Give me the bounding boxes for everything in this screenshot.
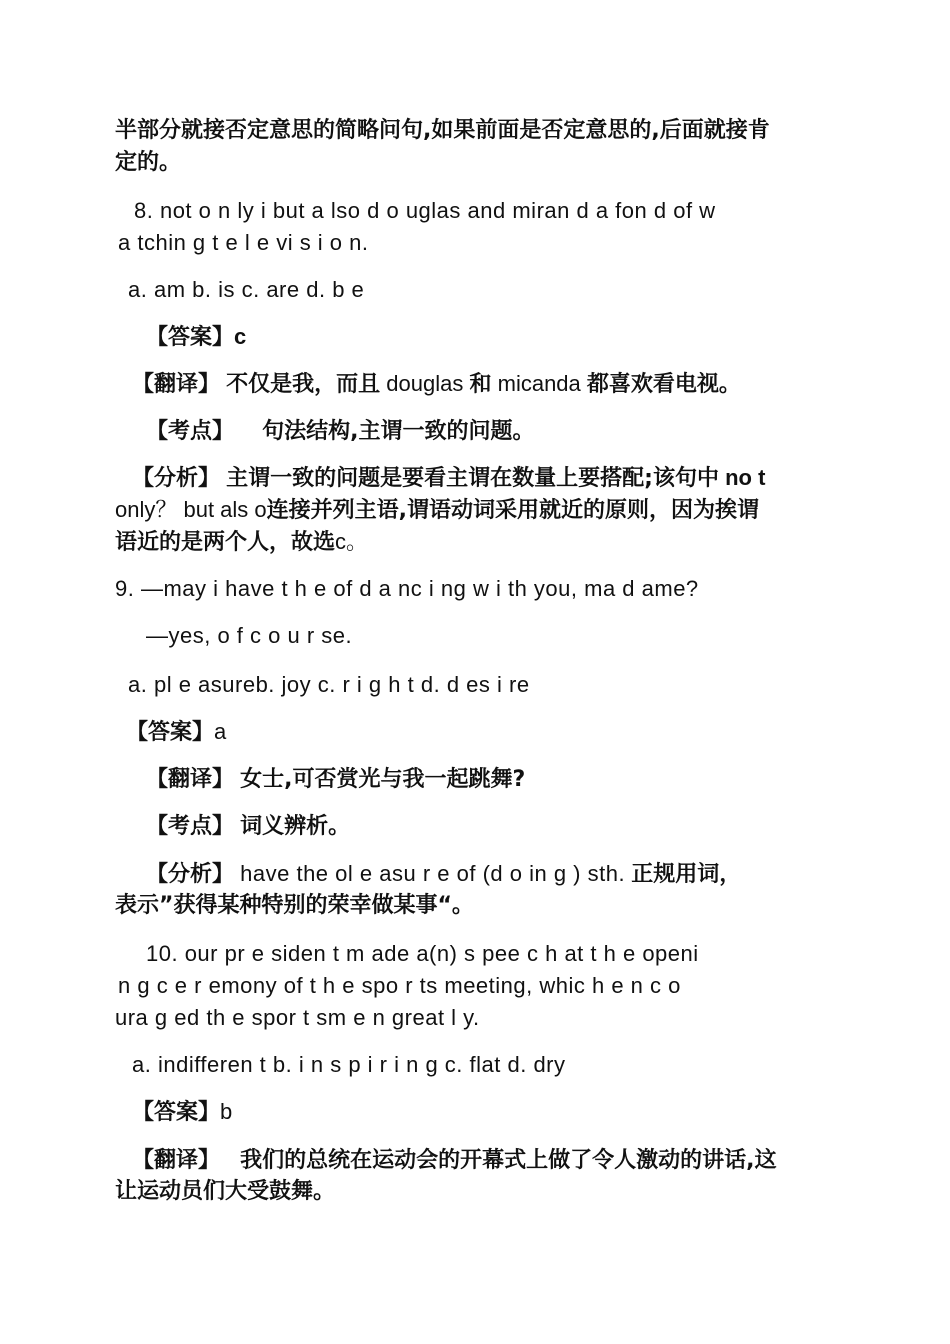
q9-analysis-line-1 [146,859,741,890]
translation-text: 不仅是我，而且 [226,372,381,397]
analysis-text: c。 [335,529,369,554]
intro-line-2: 定的。 [115,150,182,175]
q8-analysis-line-3 [115,527,368,558]
q8-options: a. am b. is c. are d. b e [128,277,365,302]
q10-stem-line-1: 10. our pr e siden t m ade a(n) s pee c h at t h e openi [146,941,699,966]
q9-point [146,811,350,842]
point-label: 【考点】 [146,814,235,839]
answer-label: 【答案】 [146,325,235,350]
q8-analysis-line-1 [132,463,765,494]
answer-value: b [220,1099,233,1124]
answer-value: c [234,324,247,349]
translation-label: 【翻译】 [146,767,235,792]
analysis-text: 连接并列主语,谓语动词采用就近的原则，因为挨谓 [266,498,759,523]
analysis-text: only？ but als o [115,497,267,522]
analysis-label: 【分析】 [146,862,235,887]
translation-text: 都喜欢看电视。 [586,372,741,397]
point-text: 句法结构,主谓一致的问题。 [262,419,535,444]
translation-text: 女士,可否赏光与我一起跳舞? [240,767,526,792]
point-text: 词义辨析。 [240,814,351,839]
translation-label: 【翻译】 [132,372,221,397]
q8-answer [146,322,246,353]
intro-line-1: 半部分就接否定意思的简略问句,如果前面是否定意思的,后面就接肯 [115,118,770,143]
q9-stem-line-1: 9. —may i have t h e of d a nc i ng w i th you, ma d ame? [115,576,699,601]
q8-analysis-line-2 [115,495,759,526]
analysis-label: 【分析】 [132,466,221,491]
q10-answer [132,1097,232,1128]
analysis-text: 语近的是两个人，故选 [115,530,336,555]
analysis-text: have the ol e asu r e of (d o in g ) sth. [240,861,626,886]
translation-text: douglas [386,371,464,396]
q10-options: a. indifferen t b. i n s p i r i n g c. flat d. dry [132,1052,566,1077]
answer-value: a [214,719,227,744]
translation-text: 和 [469,372,492,397]
q9-analysis-line-2: 表示”获得某种特别的荣幸做某事“。 [115,893,474,918]
answer-label: 【答案】 [126,720,215,745]
q8-point [146,416,535,447]
translation-label: 【翻译】 [132,1148,221,1173]
q9-options: a. pl e asureb. joy c. r i g h t d. d es i re [128,672,530,697]
q9-answer [126,717,226,748]
q10-translation-line-2: 让运动员们大受鼓舞。 [115,1179,336,1204]
q8-stem-line-1: 8. not o n ly i but a lso d o uglas and miran d a fon d of w [134,198,716,223]
q10-stem-line-2: n g c e r emony of t h e spo r ts meeting, whic h e n c o [118,973,681,998]
analysis-text: no t [725,465,766,490]
analysis-text: 正规用词， [631,862,742,887]
q8-stem-line-2: a tchin g t e l e vi s i o n. [118,230,369,255]
translation-text: micanda [497,371,581,396]
answer-label: 【答案】 [132,1100,221,1125]
point-label: 【考点】 [146,419,235,444]
q10-stem-line-3: ura g ed th e spor t sm e n great l y. [115,1005,480,1030]
q9-translation [146,764,525,795]
translation-text: 我们的总统在运动会的开幕式上做了令人激动的讲话,这 [240,1148,777,1173]
q10-translation-line-1 [132,1145,777,1176]
q8-translation [132,369,741,400]
q9-stem-line-2: —yes, o f c o u r se. [146,623,353,648]
analysis-text: 主谓一致的问题是要看主谓在数量上要搭配;该句中 [226,466,719,491]
